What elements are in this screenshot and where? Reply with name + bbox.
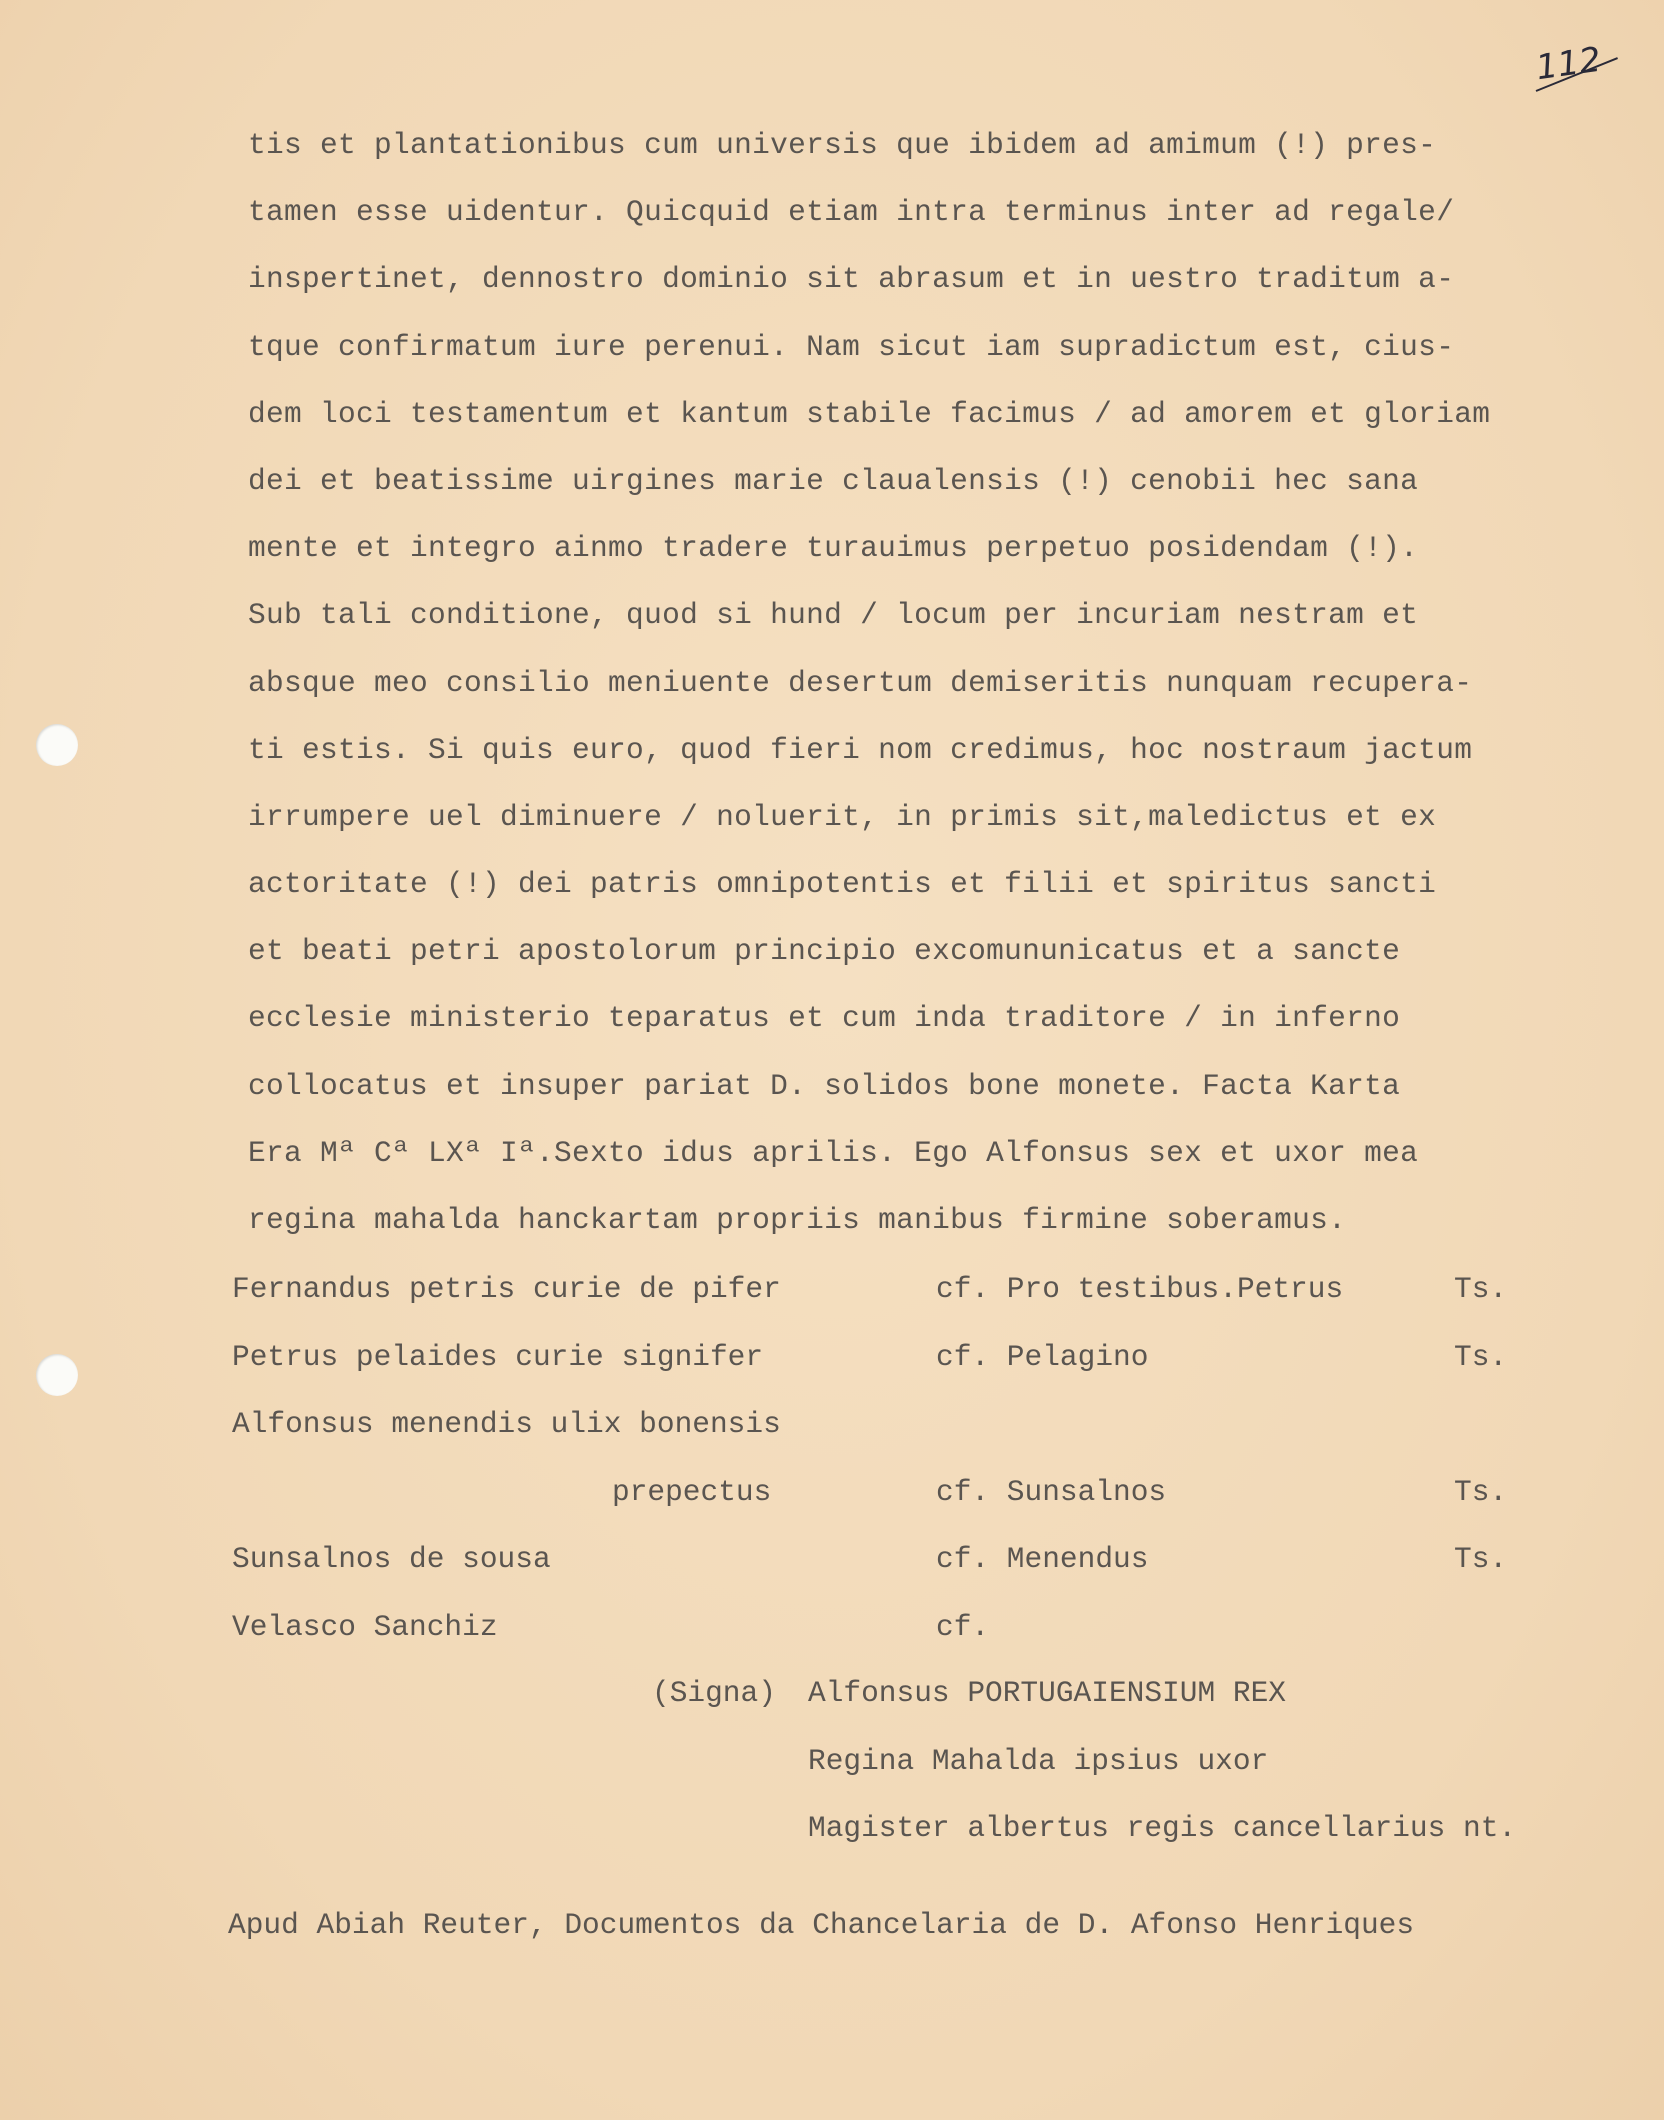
text-line: absque meo consilio meniuente desertum demiseritis nunquam recupera- bbox=[248, 665, 1473, 700]
witness-row bbox=[232, 1594, 1612, 1662]
witness-row bbox=[232, 1324, 1612, 1392]
witness-row bbox=[232, 1391, 1612, 1459]
signa-row bbox=[652, 1795, 1517, 1863]
signa-line: Regina Mahalda ipsius uxor bbox=[808, 1743, 1269, 1778]
signa-row bbox=[652, 1728, 1269, 1796]
witness-name: Fernandus petris curie de pifer bbox=[232, 1272, 781, 1306]
text-line: Sub tali conditione, quod si hund / locum per incuriam nestram et bbox=[248, 598, 1419, 633]
confirmation: cf. bbox=[936, 1609, 990, 1644]
text-line: tque confirmatum iure perenui. Nam sicut iam supradictum est, cius- bbox=[248, 329, 1455, 364]
confirmation: cf. Sunsalnos bbox=[936, 1474, 1167, 1509]
confirmation: cf. Pelagino bbox=[936, 1339, 1149, 1374]
witness-name: Petrus pelaides curie signifer bbox=[232, 1339, 764, 1374]
text-line: actoritate (!) dei patris omnipotentis et filii et spiritus sancti bbox=[248, 867, 1437, 902]
witness-name: Alfonsus menendis ulix bonensis bbox=[232, 1407, 781, 1441]
signa-line: Alfonsus PORTUGAIENSIUM REX bbox=[808, 1676, 1286, 1710]
text-line: ecclesie ministerio teparatus et cum inda traditore / in inferno bbox=[248, 1001, 1401, 1036]
punch-hole bbox=[36, 1354, 78, 1396]
witness-name: Sunsalnos de sousa bbox=[232, 1542, 551, 1576]
text-line: mente et integro ainmo tradere turauimus perpetuo posidendam (!). bbox=[248, 531, 1419, 566]
text-line: inspertinet, dennostro dominio sit abrasum et in uestro traditum a- bbox=[248, 262, 1455, 297]
signa-block bbox=[652, 1660, 1517, 1863]
testis-mark: Ts. bbox=[1454, 1474, 1508, 1509]
text-line: tamen esse uidentur. Quicquid etiam intra terminus inter ad regale/ bbox=[248, 195, 1455, 230]
text-line: irrumpere uel diminuere / noluerit, in primis sit,maledictus et ex bbox=[248, 799, 1437, 834]
document-body bbox=[248, 112, 1648, 1254]
text-line: dem loci testamentum et kantum stabile facimus / ad amorem et gloriam bbox=[248, 396, 1491, 431]
source-citation: Apud Abiah Reuter, Documentos da Chancelaria de D. Afonso Henriques bbox=[228, 1908, 1415, 1942]
witness-name: Velasco Sanchiz bbox=[232, 1609, 498, 1644]
text-line: collocatus et insuper pariat D. solidos bone monete. Facta Karta bbox=[248, 1068, 1401, 1103]
text-line: regina mahalda hanckartam propriis manibus firmine soberamus. bbox=[248, 1203, 1347, 1237]
testis-mark: Ts. bbox=[1454, 1542, 1508, 1576]
witness-row bbox=[232, 1459, 1612, 1527]
witness-list bbox=[232, 1256, 1612, 1661]
confirmation: cf. Menendus bbox=[936, 1542, 1149, 1576]
signa-line: Magister albertus regis cancellarius nt. bbox=[808, 1811, 1517, 1845]
text-line: et beati petri apostolorum principio excomununicatus et a sancte bbox=[248, 934, 1401, 969]
witness-title: prepectus bbox=[612, 1474, 772, 1509]
text-line: ti estis. Si quis euro, quod fieri nom credimus, hoc nostraum jactum bbox=[248, 732, 1473, 767]
text-line: Era Mª Cª LXª Iª.Sexto idus aprilis. Ego Alfonsus sex et uxor mea bbox=[248, 1135, 1419, 1170]
witness-row bbox=[232, 1526, 1612, 1594]
punch-hole bbox=[36, 724, 78, 766]
signa-label: (Signa) bbox=[652, 1676, 776, 1710]
text-line: dei et beatissime uirgines marie claualensis (!) cenobii hec sana bbox=[248, 463, 1419, 498]
handwritten-folio-number: 112 bbox=[1533, 39, 1604, 89]
testis-mark: Ts. bbox=[1454, 1272, 1508, 1306]
witness-row bbox=[232, 1256, 1612, 1324]
confirmation: cf. Pro testibus.Petrus bbox=[936, 1272, 1344, 1306]
signa-row bbox=[652, 1660, 1286, 1728]
text-line: tis et plantationibus cum universis que ibidem ad amimum (!) pres- bbox=[248, 128, 1437, 162]
testis-mark: Ts. bbox=[1454, 1339, 1508, 1374]
